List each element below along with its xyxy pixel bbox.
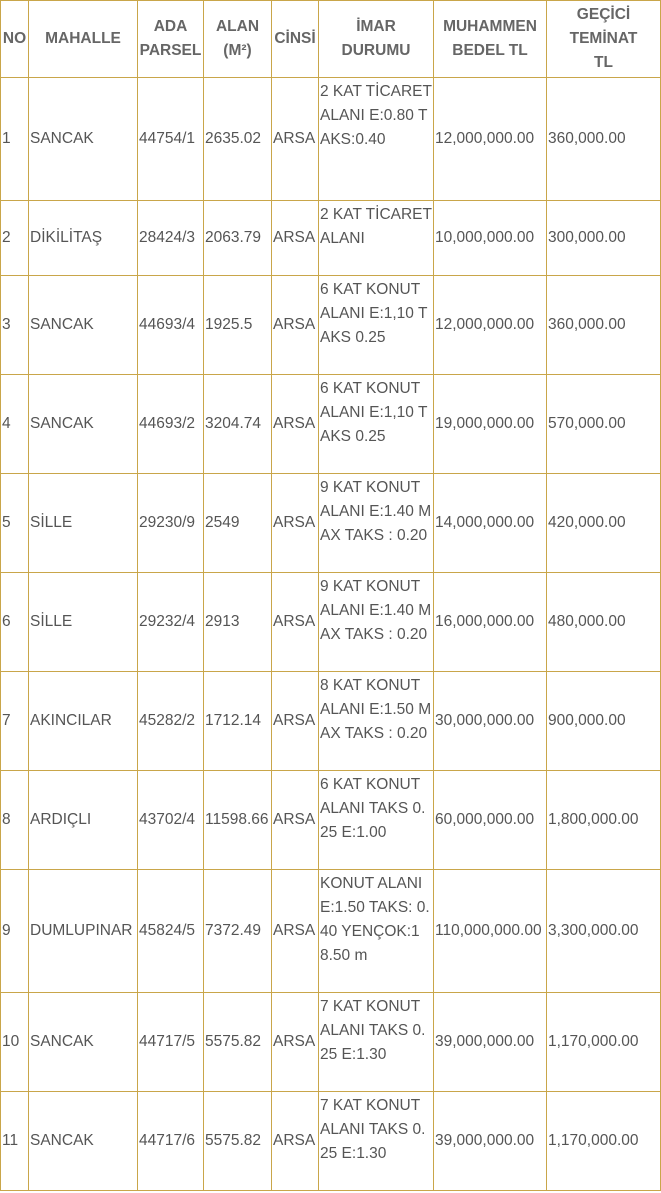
cell-no: 3 (1, 276, 29, 375)
cell-no: 5 (1, 474, 29, 573)
table-row (1, 672, 661, 771)
cell-muhammen: 30,000,000.00 (434, 672, 547, 771)
cell-mahalle: SİLLE (29, 474, 138, 573)
cell-mahalle: SANCAK (29, 78, 138, 201)
table-row (1, 771, 661, 870)
cell-alan: 2063.79 (204, 201, 272, 276)
cell-ada-parsel: 45282/2 (138, 672, 204, 771)
cell-mahalle: SANCAK (29, 375, 138, 474)
table-row (1, 375, 661, 474)
cell-imar: 9 KAT KONUT ALANI E:1.40 MAX TAKS : 0.20 (319, 474, 434, 573)
cell-muhammen: 19,000,000.00 (434, 375, 547, 474)
cell-mahalle: AKINCILAR (29, 672, 138, 771)
cell-mahalle: SİLLE (29, 573, 138, 672)
cell-alan: 5575.82 (204, 993, 272, 1092)
cell-gecici: 900,000.00 (547, 672, 661, 771)
cell-mahalle: SANCAK (29, 276, 138, 375)
cell-cinsi: ARSA (272, 78, 319, 201)
cell-imar: 7 KAT KONUT ALANI TAKS 0.25 E:1.30 (319, 1092, 434, 1191)
header-alan: ALAN (M²) (204, 1, 272, 78)
cell-imar: 2 KAT TİCARET ALANI (319, 201, 434, 276)
cell-alan: 3204.74 (204, 375, 272, 474)
cell-no: 2 (1, 201, 29, 276)
cell-imar: 2 KAT TİCARET ALANI E:0.80 TAKS:0.40 (319, 78, 434, 201)
table-row (1, 1092, 661, 1191)
cell-no: 4 (1, 375, 29, 474)
cell-gecici: 360,000.00 (547, 276, 661, 375)
cell-ada-parsel: 43702/4 (138, 771, 204, 870)
cell-cinsi: ARSA (272, 870, 319, 993)
cell-cinsi: ARSA (272, 771, 319, 870)
cell-gecici: 480,000.00 (547, 573, 661, 672)
cell-cinsi: ARSA (272, 201, 319, 276)
cell-no: 9 (1, 870, 29, 993)
cell-no: 8 (1, 771, 29, 870)
cell-imar: 6 KAT KONUT ALANI TAKS 0.25 E:1.00 (319, 771, 434, 870)
table-row (1, 870, 661, 993)
cell-imar: 6 KAT KONUT ALANI E:1,10 TAKS 0.25 (319, 375, 434, 474)
cell-mahalle: SANCAK (29, 1092, 138, 1191)
cell-muhammen: 10,000,000.00 (434, 201, 547, 276)
cell-imar: 9 KAT KONUT ALANI E:1.40 MAX TAKS : 0.20 (319, 573, 434, 672)
cell-alan: 1925.5 (204, 276, 272, 375)
cell-no: 7 (1, 672, 29, 771)
table-row (1, 201, 661, 276)
cell-gecici: 360,000.00 (547, 78, 661, 201)
cell-gecici: 1,170,000.00 (547, 993, 661, 1092)
cell-no: 6 (1, 573, 29, 672)
cell-gecici: 420,000.00 (547, 474, 661, 573)
cell-mahalle: DUMLUPINAR (29, 870, 138, 993)
cell-no: 11 (1, 1092, 29, 1191)
cell-cinsi: ARSA (272, 993, 319, 1092)
cell-cinsi: ARSA (272, 375, 319, 474)
cell-mahalle: SANCAK (29, 993, 138, 1092)
cell-cinsi: ARSA (272, 1092, 319, 1191)
cell-ada-parsel: 28424/3 (138, 201, 204, 276)
header-gecici: GEÇİCİ TEMİNAT TL (547, 1, 661, 78)
header-row (1, 1, 661, 78)
cell-muhammen: 12,000,000.00 (434, 78, 547, 201)
cell-ada-parsel: 29230/9 (138, 474, 204, 573)
cell-cinsi: ARSA (272, 672, 319, 771)
header-cinsi: CİNSİ (272, 1, 319, 78)
cell-gecici: 3,300,000.00 (547, 870, 661, 993)
cell-alan: 2635.02 (204, 78, 272, 201)
cell-alan: 5575.82 (204, 1092, 272, 1191)
header-mahalle: MAHALLE (29, 1, 138, 78)
table-row (1, 474, 661, 573)
table-row (1, 78, 661, 201)
header-muhammen: MUHAMMEN BEDEL TL (434, 1, 547, 78)
cell-imar: KONUT ALANI E:1.50 TAKS: 0.40 YENÇOK:18.50 m (319, 870, 434, 993)
cell-no: 1 (1, 78, 29, 201)
header-ada-parsel: ADA PARSEL (138, 1, 204, 78)
cell-ada-parsel: 44693/4 (138, 276, 204, 375)
cell-muhammen: 39,000,000.00 (434, 1092, 547, 1191)
cell-gecici: 570,000.00 (547, 375, 661, 474)
cell-ada-parsel: 44717/6 (138, 1092, 204, 1191)
cell-ada-parsel: 45824/5 (138, 870, 204, 993)
cell-muhammen: 60,000,000.00 (434, 771, 547, 870)
header-imar: İMAR DURUMU (319, 1, 434, 78)
cell-muhammen: 14,000,000.00 (434, 474, 547, 573)
table-row (1, 993, 661, 1092)
cell-alan: 2913 (204, 573, 272, 672)
table-row (1, 276, 661, 375)
cell-alan: 11598.66 (204, 771, 272, 870)
table-row (1, 573, 661, 672)
cell-cinsi: ARSA (272, 573, 319, 672)
cell-mahalle: ARDIÇLI (29, 771, 138, 870)
cell-gecici: 1,170,000.00 (547, 1092, 661, 1191)
cell-alan: 2549 (204, 474, 272, 573)
cell-muhammen: 12,000,000.00 (434, 276, 547, 375)
cell-gecici: 300,000.00 (547, 201, 661, 276)
cell-ada-parsel: 44717/5 (138, 993, 204, 1092)
cell-cinsi: ARSA (272, 276, 319, 375)
cell-alan: 1712.14 (204, 672, 272, 771)
cell-cinsi: ARSA (272, 474, 319, 573)
cell-ada-parsel: 44693/2 (138, 375, 204, 474)
cell-ada-parsel: 44754/1 (138, 78, 204, 201)
cell-imar: 6 KAT KONUT ALANI E:1,10 TAKS 0.25 (319, 276, 434, 375)
cell-muhammen: 16,000,000.00 (434, 573, 547, 672)
cell-imar: 7 KAT KONUT ALANI TAKS 0.25 E:1.30 (319, 993, 434, 1092)
cell-muhammen: 39,000,000.00 (434, 993, 547, 1092)
cell-muhammen: 110,000,000.00 (434, 870, 547, 993)
header-no: NO (1, 1, 29, 78)
cell-ada-parsel: 29232/4 (138, 573, 204, 672)
cell-mahalle: DİKİLİTAŞ (29, 201, 138, 276)
cell-imar: 8 KAT KONUT ALANI E:1.50 MAX TAKS : 0.20 (319, 672, 434, 771)
cell-gecici: 1,800,000.00 (547, 771, 661, 870)
cell-no: 10 (1, 993, 29, 1092)
cell-alan: 7372.49 (204, 870, 272, 993)
